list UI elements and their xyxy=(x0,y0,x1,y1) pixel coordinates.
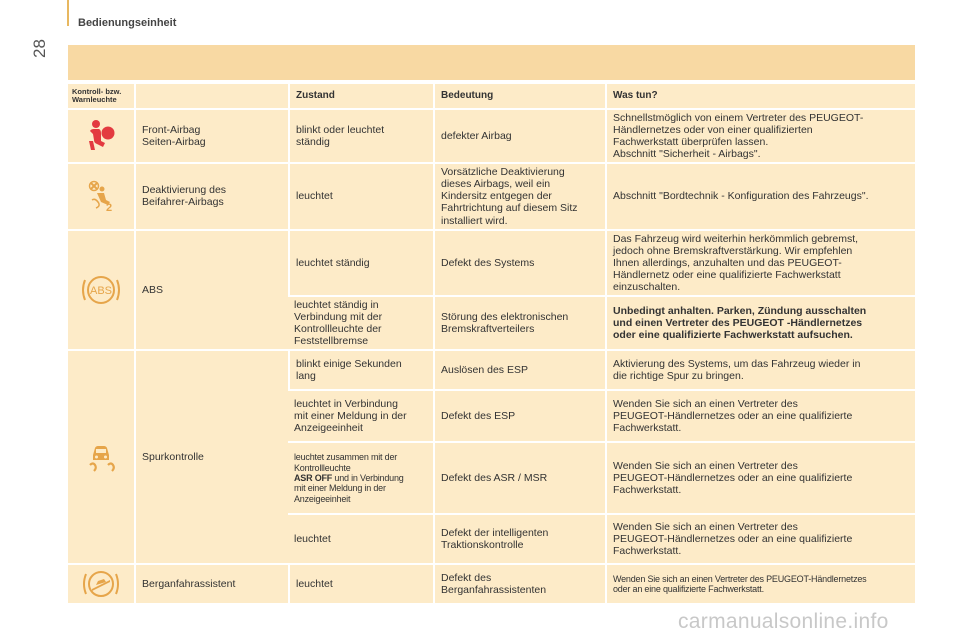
page-number: 28 xyxy=(30,39,49,58)
passenger-airbag-off-icon xyxy=(86,180,116,212)
svg-text:ABS: ABS xyxy=(89,284,113,297)
light-name: Beifahrer-Airbags xyxy=(142,196,224,209)
col-header-state: Zustand xyxy=(288,84,433,108)
light-name: Berganfahrassistent xyxy=(134,565,288,603)
svg-text:2: 2 xyxy=(106,202,113,213)
table-row: leuchtet ständig in Verbindung mit der Kontrollleuchte der Feststellbremse Störung des elektronischen Bremskraftverteilers Unbedingt anhalten. Parken, Zündung ausschalten und einen Vertreter des PEUGEOT -Händlernetzes oder eine qualifizierte Fachwerkstatt aufsuchen. xyxy=(68,297,915,349)
table-row: ABS ABS leuchtet ständig Defekt des Systems Das Fahrzeug wird weiterhin herkömmlich gebremst, jedoch ohne Bremskraftverstärkung. Wir empfehlen Ihnen allerdings, anzuhalten und das PEUGEOT- Händlernetz oder eine qualifizierte Fachwerkstatt einzuschalten. xyxy=(68,231,915,295)
table-row: 2 Deaktivierung des Beifahrer-Airbags leuchtet Vorsätzliche Deaktivierung dieses Airbags, weil ein Kindersitz entgegen der Fahrtrichtung auf diesem Sitz installiert wird. Abschnitt "Bordtechnik - Konfiguration des Fahrzeugs". xyxy=(68,164,915,228)
table-row: leuchtet in Verbindung mit einer Meldung in der Anzeigeeinheit Defekt des ESP Wenden Sie sich an einen Vertreter des PEUGEOT-Händlernetzes oder an eine qualifizierte Fachwerkstatt. xyxy=(68,391,915,441)
col-header-action: Was tun? xyxy=(605,84,915,108)
light-name: Spurkontrolle xyxy=(134,351,288,563)
watermark: carmanualsonline.info xyxy=(678,610,889,633)
abs-icon xyxy=(79,271,123,309)
light-name: Front-Airbag xyxy=(142,124,201,137)
table-row: Spurkontrolle blinkt einige Sekunden lang Auslösen des ESP Aktivierung des Systems, um das Fahrzeug wieder in die richtige Spur zu bringen. xyxy=(68,351,915,389)
col-header-light: Kontroll- bzw. Warnleuchte xyxy=(68,84,134,108)
table-row: leuchtet Defekt der intelligenten Traktionskontrolle Wenden Sie sich an einen Vertreter des PEUGEOT-Händlernetzes oder an eine qualifizierte Fachwerkstatt. xyxy=(68,515,915,563)
table-row: Berganfahrassistent leuchtet Defekt des Berganfahrassistenten Wenden Sie sich an einen Vertreter des PEUGEOT-Händlernetzes oder an eine qualifizierte Fachwerkstatt. xyxy=(68,565,915,603)
airbag-warning-icon xyxy=(86,119,116,153)
light-name: Seiten-Airbag xyxy=(142,136,206,149)
hill-start-assist-icon xyxy=(81,567,121,601)
light-name: ABS xyxy=(134,231,288,350)
warning-lights-table xyxy=(68,82,915,605)
header-band xyxy=(68,45,915,80)
stability-control-icon xyxy=(87,441,115,473)
table-header-row xyxy=(68,84,915,108)
accent-line xyxy=(67,0,69,26)
light-name: Deaktivierung des xyxy=(142,184,227,197)
section-title: Bedienungseinheit xyxy=(78,17,177,29)
asr-off-label: ASR OFF xyxy=(294,472,333,483)
table-row: leuchtet zusammen mit der Kontrollleuchte ASR OFF und in Verbindung mit einer Meldung in der Anzeigeeinheit Defekt des ASR / MSR Wenden Sie sich an einen Vertreter des PEUGEOT-Händlernetzes oder an eine qualifizierte Fachwerkstatt. xyxy=(68,443,915,513)
col-header-meaning: Bedeutung xyxy=(433,84,605,108)
table-row: Front-Airbag Seiten-Airbag blinkt oder leuchtet ständig defekter Airbag Schnellstmöglich von einem Vertreter des PEUGEOT- Händlernetzes oder von einer qualifizierten Fachwerkstatt überprüfen lassen. Abschnitt "Sicherheit - Airbags". xyxy=(68,110,915,162)
